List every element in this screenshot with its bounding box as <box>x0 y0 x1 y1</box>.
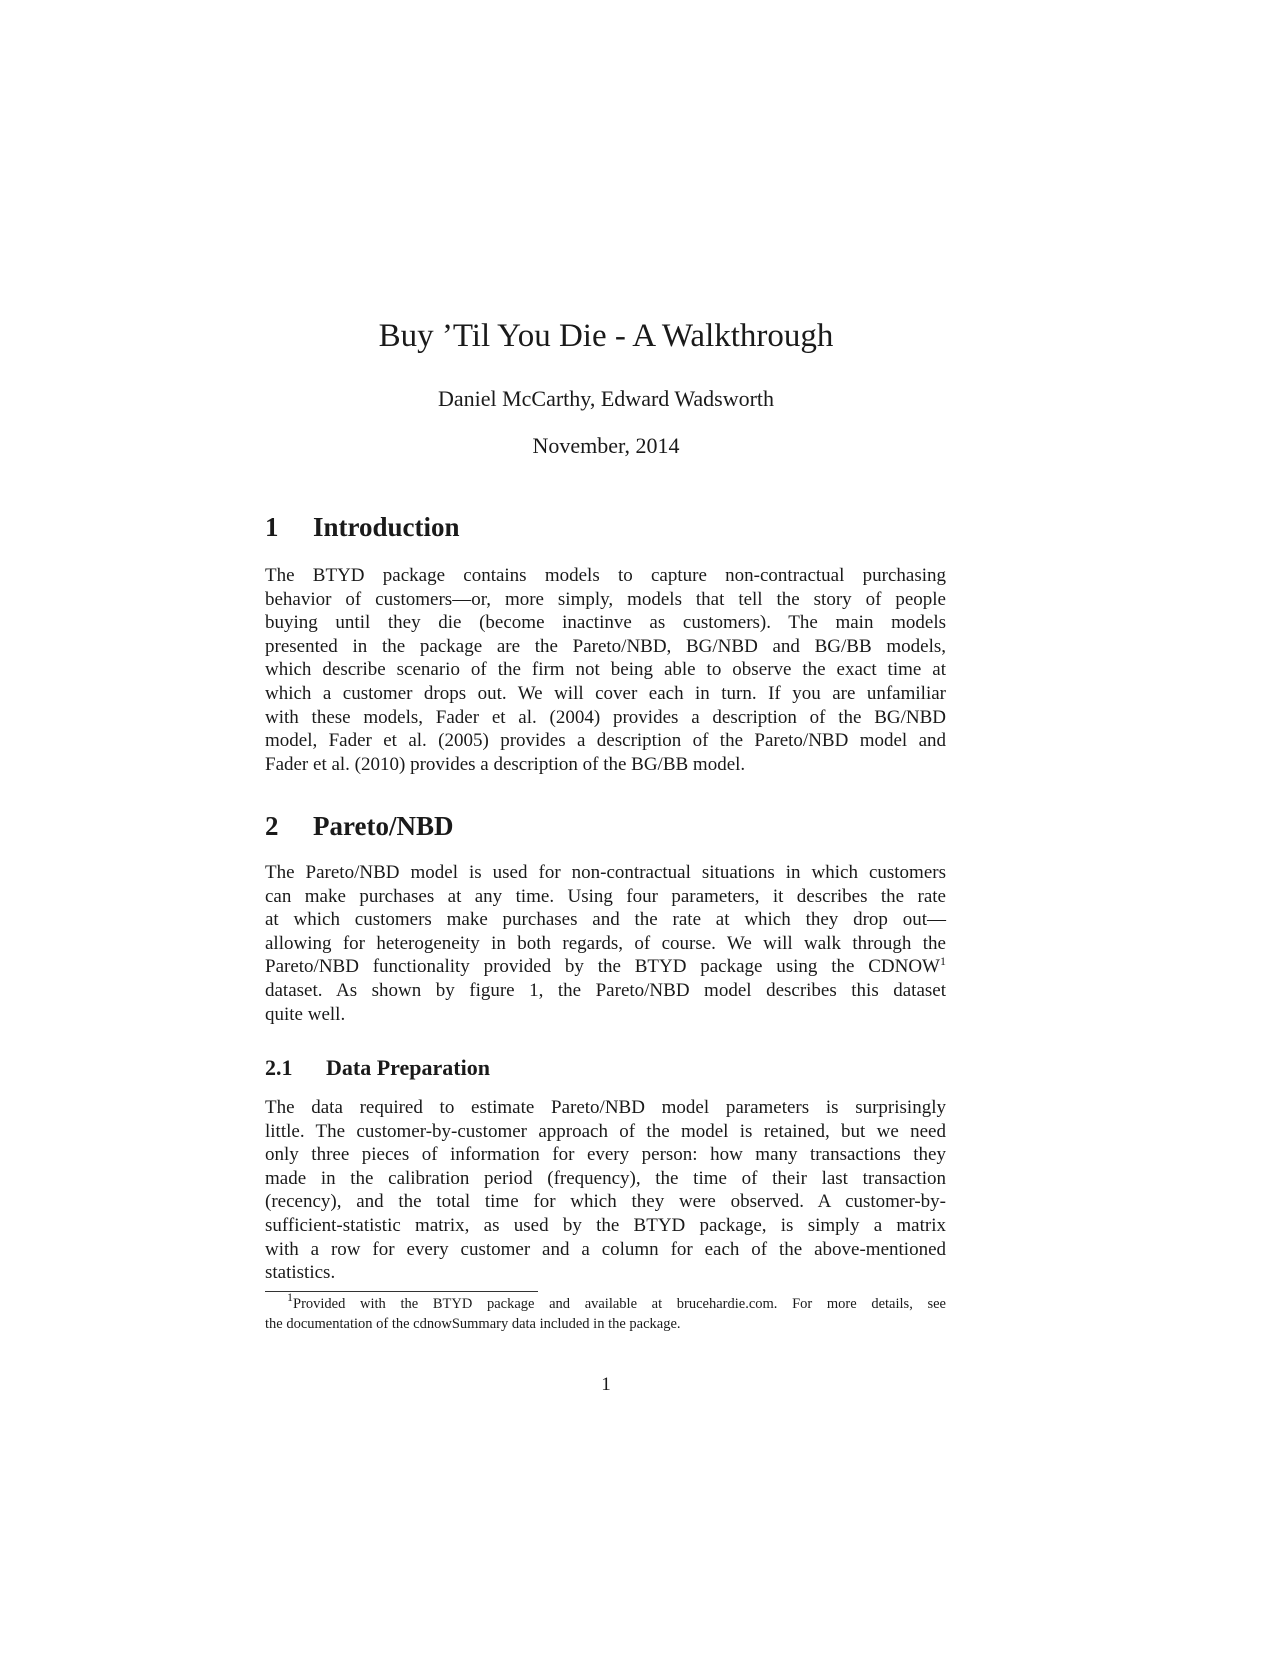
text-line <box>265 885 946 909</box>
line-text: which a customer drops out. We will cover each in turn. If you are unfamiliar <box>265 682 946 704</box>
line-text: can make purchases at any time. Using four parameters, it describes the rate <box>265 885 946 907</box>
text-line <box>265 682 946 706</box>
text-line <box>265 1120 946 1144</box>
footnote-text: Provided with the BTYD package and available at brucehardie.com. For more details, see <box>293 1296 946 1312</box>
footnote-marker: 1 <box>940 954 946 969</box>
text-line <box>265 1167 946 1191</box>
text-line <box>265 861 946 885</box>
line-text: dataset. As shown by figure 1, the Pareto/NBD model describes this dataset <box>265 979 946 1001</box>
section-title: Pareto/NBD <box>313 811 454 841</box>
section-heading-pareto-nbd <box>265 811 453 842</box>
line-text: allowing for heterogeneity in both regards, of course. We will walk through the <box>265 932 946 954</box>
line-text: The data required to estimate Pareto/NBD model parameters is surprisingly <box>265 1097 946 1118</box>
section-number: 1 <box>265 512 279 542</box>
line-text: buying until they die (become inactinve as customers). The main models <box>265 612 946 634</box>
line-text: statistics. <box>265 1262 336 1284</box>
line-text: with a row for every customer and a column for each of the above-mentioned <box>265 1238 946 1260</box>
line-text: Fader et al. (2010) provides a description of the BG/BB model. <box>265 753 746 775</box>
footnote-line <box>265 1314 946 1334</box>
line-text: only three pieces of information for every person: how many transactions they <box>265 1144 946 1166</box>
introduction-paragraph <box>265 564 946 776</box>
page-number: 1 <box>601 1374 611 1395</box>
paper-authors: Daniel McCarthy, Edward Wadsworth <box>437 386 775 411</box>
text-line <box>265 1190 946 1214</box>
line-text: sufficient-statistic matrix, as used by the BTYD package, is simply a matrix <box>265 1214 946 1236</box>
text-line <box>265 1214 946 1238</box>
line-text: with these models, Fader et al. (2004) provides a description of the BG/NBD <box>265 706 946 728</box>
data-preparation-paragraph <box>265 1096 946 1285</box>
paper-date: November, 2014 <box>532 433 680 458</box>
line-text: The BTYD package contains models to capture non-contractual purchasing <box>265 565 946 586</box>
line-text: little. The customer-by-customer approach of the model is retained, but we need <box>265 1120 946 1142</box>
text-line <box>265 908 946 932</box>
text-line <box>265 1238 946 1262</box>
section-heading-introduction <box>265 512 460 543</box>
footnote-line <box>265 1290 946 1314</box>
line-text: Pareto/NBD functionality provided by the BTYD package using the CDNOW <box>265 956 940 978</box>
text-line <box>265 753 946 777</box>
text-line <box>265 955 946 979</box>
text-line <box>265 1003 946 1027</box>
section-title: Introduction <box>313 512 460 542</box>
footnote <box>265 1290 946 1334</box>
text-line <box>265 1143 946 1167</box>
text-line <box>265 932 946 956</box>
subsection-heading-data-preparation <box>265 1055 490 1081</box>
line-text: which describe scenario of the firm not being able to observe the exact time at <box>265 659 946 681</box>
pareto-nbd-paragraph <box>265 861 946 1026</box>
line-text: The Pareto/NBD model is used for non-contractual situations in which customers <box>265 862 946 883</box>
footnote-text: the documentation of the cdnowSummary data included in the package. <box>265 1316 681 1332</box>
line-text: made in the calibration period (frequency), the time of their last transaction <box>265 1167 946 1189</box>
line-text: quite well. <box>265 1003 346 1025</box>
subsection-title: Data Preparation <box>326 1055 490 1080</box>
text-line <box>265 1261 946 1285</box>
text-line <box>265 658 946 682</box>
text-line <box>265 979 946 1003</box>
line-text: (recency), and the total time for which they were observed. A customer-by- <box>265 1191 946 1213</box>
paper-title: Buy ’Til You Die - A Walkthrough <box>378 318 834 354</box>
footnote-marker: 1 <box>287 1290 293 1304</box>
line-text: behavior of customers—or, more simply, models that tell the story of people <box>265 588 946 610</box>
text-line <box>265 611 946 635</box>
line-text: presented in the package are the Pareto/NBD, BG/NBD and BG/BB models, <box>265 635 946 657</box>
section-number: 2 <box>265 811 279 841</box>
text-line <box>265 635 946 659</box>
line-text: model, Fader et al. (2005) provides a description of the Pareto/NBD model and <box>265 730 946 752</box>
text-line <box>265 588 946 612</box>
text-line <box>265 564 946 588</box>
text-line <box>265 706 946 730</box>
text-line <box>265 1096 946 1120</box>
footnote-rule <box>265 1291 538 1292</box>
line-text: at which customers make purchases and the rate at which they drop out— <box>265 909 946 931</box>
text-line <box>265 729 946 753</box>
subsection-number: 2.1 <box>265 1055 293 1080</box>
